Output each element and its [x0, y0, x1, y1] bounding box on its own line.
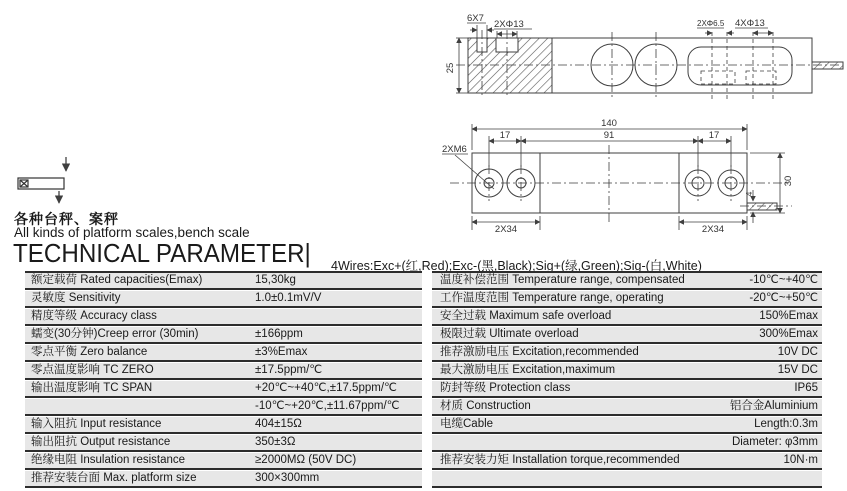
application-title-cn: 各种台秤、案秤	[14, 211, 119, 227]
spec-label: 最大激励电压 Excitation,maximum	[440, 364, 616, 376]
spec-value: ±166ppm	[255, 328, 303, 340]
spec-row	[25, 273, 422, 290]
spec-value: 150%Emax	[759, 310, 818, 322]
spec-row	[25, 363, 422, 380]
spec-label: 极限过载 Ultimate overload	[440, 328, 579, 340]
spec-value: 300×300mm	[255, 472, 320, 484]
spec-label: 推荐激励电压 Excitation,recommended	[440, 346, 639, 358]
dim-thread-label: 2XM6	[442, 144, 467, 155]
spec-label: 额定载荷 Rated capacities(Emax)	[31, 274, 203, 286]
spec-label: 零点温度影响 TC ZERO	[31, 364, 154, 376]
dim-overall-label: 140	[601, 118, 617, 129]
page-title: TECHNICAL PARAMETER|	[13, 238, 311, 268]
spec-value: 404±15Ω	[255, 418, 302, 430]
spec-row	[432, 291, 822, 308]
spec-row	[25, 327, 422, 344]
spec-label: 蠕变(30分钟)Creep error (30min)	[31, 328, 199, 340]
spec-row	[25, 471, 422, 488]
spec-label: 推荐安装台面 Max. platform size	[31, 472, 197, 484]
spec-label: 防封等级 Protection class	[440, 382, 571, 394]
spec-value: -10℃~+20℃,±11.67ppm/℃	[255, 400, 400, 412]
spec-label: 输出温度影响 TC SPAN	[31, 382, 153, 394]
spec-label: 工作温度范围 Temperature range, operating	[440, 292, 664, 304]
spec-row	[25, 453, 422, 470]
spec-row	[25, 399, 422, 416]
spec-value: 1.0±0.1mV/V	[255, 292, 322, 304]
spec-row	[432, 381, 822, 398]
cable-exit	[747, 203, 777, 210]
dim-left-section-label: 2X34	[494, 224, 518, 235]
wiring-legend: 4Wires:Exc+(红,Red);Exc-(黑,Black);Sig+(绿,Green);Sig-(白,White)	[331, 259, 702, 273]
spec-value: 10N·m	[783, 454, 818, 466]
side-view-drawing	[445, 13, 843, 99]
spec-value: 15V DC	[777, 364, 818, 376]
spec-row	[25, 381, 422, 398]
spec-row	[432, 435, 822, 452]
spec-label: 绝缘电阻 Insulation resistance	[31, 454, 186, 466]
spec-row	[432, 417, 822, 434]
dim-height-label: 25	[445, 62, 456, 74]
spec-value: -10℃~+40℃	[749, 274, 818, 286]
spec-row	[432, 363, 822, 380]
spec-row	[25, 345, 422, 362]
spec-row	[432, 345, 822, 362]
spec-label: 温度补偿范围 Temperature range, compensated	[440, 274, 685, 286]
end-pocket	[688, 47, 792, 85]
spec-table-left	[25, 271, 422, 489]
spec-row	[432, 327, 822, 344]
spec-label: 输出阻抗 Output resistance	[31, 436, 171, 448]
spec-label: 零点平衡 Zero balance	[31, 346, 148, 358]
dim-span-label: 91	[603, 130, 615, 141]
spec-value: 350±3Ω	[255, 436, 296, 448]
dim-cable-label: 4	[744, 191, 754, 197]
spec-value: IP65	[794, 382, 818, 394]
dim-top-holes-label: 2XΦ13	[494, 19, 524, 30]
dim-right-pitch-label: 17	[708, 130, 720, 141]
spec-label: 电缆Cable	[440, 418, 494, 430]
spec-label: 推荐安装力矩 Installation torque,recommended	[440, 454, 680, 466]
dim-left-pitch-label: 17	[499, 130, 511, 141]
spec-value	[255, 309, 422, 324]
application-title-en: All kinds of platform scales,bench scale	[14, 225, 250, 240]
spec-label: 灵敏度 Sensitivity	[31, 292, 121, 304]
spec-row	[432, 453, 822, 470]
spec-label: 安全过载 Maximum safe overload	[440, 310, 612, 322]
spec-label: 精度等级 Accuracy class	[31, 310, 157, 322]
spec-row	[432, 309, 822, 326]
spec-label: 输入阻抗 Input resistance	[31, 418, 162, 430]
spec-row	[25, 435, 422, 452]
spec-row	[25, 417, 422, 434]
spec-value: 铝合金Aluminium	[729, 400, 818, 412]
dim-slot-label: 6X7	[467, 13, 484, 24]
dim-right-section-label: 2X34	[701, 224, 725, 235]
spec-value	[818, 471, 822, 486]
spec-value: ±17.5ppm/℃	[255, 364, 323, 376]
spec-label	[432, 435, 732, 450]
spec-value: 10V DC	[777, 346, 818, 358]
spec-table-right	[432, 271, 822, 489]
cable-exit	[812, 62, 843, 69]
spec-value: -20℃~+50℃	[749, 292, 818, 304]
spec-value: ≥2000MΩ (50V DC)	[255, 454, 357, 466]
spec-value: 300%Emax	[759, 328, 818, 340]
spec-row	[432, 471, 822, 488]
dim-small-holes-label: 2XΦ6.5	[697, 19, 725, 28]
spec-label: 材质 Construction	[440, 400, 531, 412]
spec-value: +20℃~+40℃,±17.5ppm/℃	[255, 382, 397, 394]
spec-label	[25, 399, 255, 414]
spec-value: ±3%Emax	[255, 346, 308, 358]
dim-width-label: 30	[783, 175, 794, 187]
dim-large-holes-label: 4XΦ13	[735, 18, 765, 29]
spec-value: 15,30kg	[255, 274, 296, 286]
spec-value: Diameter: φ3mm	[731, 436, 818, 448]
spec-row	[432, 273, 822, 290]
application-schematic	[18, 157, 66, 203]
spec-row	[25, 291, 422, 308]
spec-row	[432, 399, 822, 416]
spec-label	[432, 471, 818, 486]
spec-value: Length:0.3m	[754, 418, 818, 430]
spec-row	[25, 309, 422, 326]
plan-view-drawing	[442, 118, 794, 235]
